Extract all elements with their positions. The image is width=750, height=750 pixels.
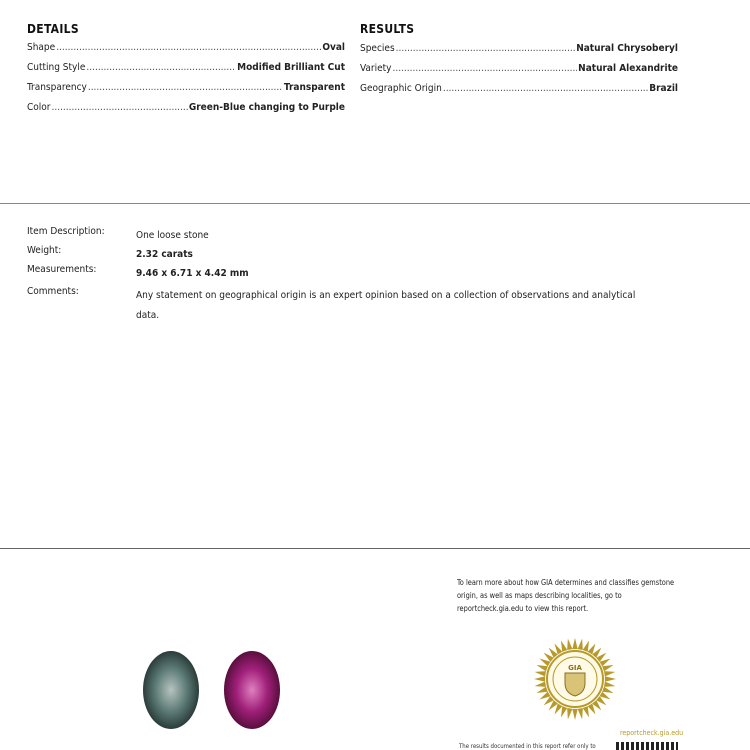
result-value: Natural Alexandrite	[578, 63, 678, 74]
item-value: Any statement on geographical origin is an expert opinion based on a collection of observations and analytical data.	[136, 290, 636, 321]
gem-purple-icon	[224, 651, 280, 729]
results-heading: RESULTS	[360, 22, 415, 36]
gem-green-icon	[143, 651, 199, 729]
item-label: Weight:	[27, 245, 62, 256]
leader-dots	[396, 43, 576, 54]
disclaimer: The results documented in this report refer only to	[459, 743, 596, 750]
result-row-species	[360, 43, 678, 57]
leader-dots	[88, 82, 283, 93]
detail-label: Shape	[27, 42, 56, 53]
detail-value: Oval	[322, 42, 345, 53]
detail-label: Color	[27, 102, 51, 113]
result-value: Natural Chrysoberyl	[576, 43, 678, 54]
item-value: 2.32 carats	[136, 249, 193, 260]
gem-images	[140, 648, 290, 738]
divider	[0, 203, 750, 204]
detail-value: Green-Blue changing to Purple	[188, 102, 345, 113]
leader-dots	[86, 62, 236, 73]
result-row-origin	[360, 83, 678, 97]
report-url[interactable]: reportcheck.gia.edu	[620, 729, 684, 737]
detail-label: Cutting Style	[27, 62, 86, 73]
item-value: One loose stone	[136, 230, 209, 241]
detail-row-transparency	[27, 82, 345, 96]
leader-dots	[52, 102, 188, 113]
result-label: Variety	[360, 63, 392, 74]
footer-info: To learn more about how GIA determines and classifies gemstone origin, as well as maps describing localities, go to reportcheck.gia.edu to view this report.	[457, 578, 675, 613]
detail-row-cutting-style	[27, 62, 345, 76]
svg-text:GIA: GIA	[568, 664, 582, 672]
result-row-variety	[360, 63, 678, 77]
detail-row-shape	[27, 42, 345, 56]
item-value: 9.46 x 6.71 x 4.42 mm	[136, 268, 249, 279]
divider	[0, 548, 750, 549]
details-heading: DETAILS	[27, 22, 79, 36]
item-label: Item Description:	[27, 226, 105, 237]
result-label: Species	[360, 43, 395, 54]
item-label: Comments:	[27, 286, 79, 297]
qr-code-icon	[616, 742, 678, 750]
result-value: Brazil	[649, 83, 678, 94]
leader-dots	[443, 83, 648, 94]
detail-row-color	[27, 102, 345, 116]
detail-value: Modified Brilliant Cut	[237, 62, 345, 73]
detail-label: Transparency	[27, 82, 87, 93]
result-label: Geographic Origin	[360, 83, 442, 94]
detail-value: Transparent	[283, 82, 345, 93]
item-label: Measurements:	[27, 264, 97, 275]
leader-dots	[56, 42, 321, 53]
gia-seal-icon	[533, 637, 617, 721]
leader-dots	[392, 63, 577, 74]
